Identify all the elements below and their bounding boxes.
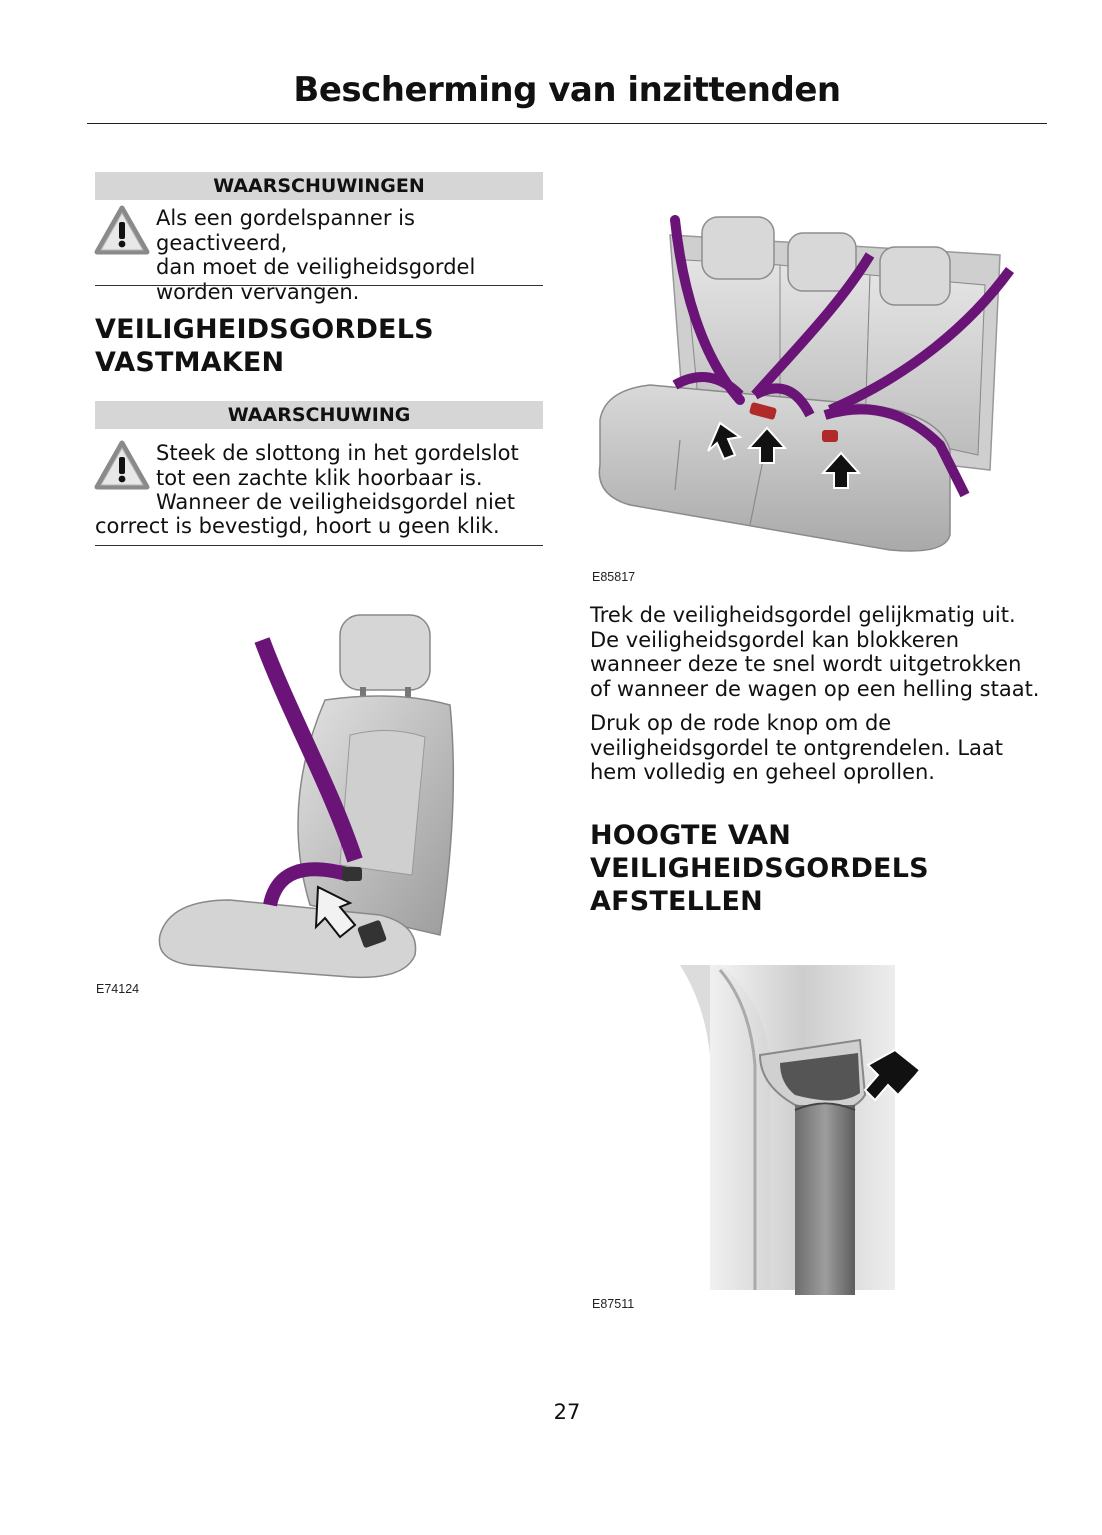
- section-heading-line: VEILIGHEIDSGORDELS: [95, 314, 434, 345]
- paragraph-line: Trek de veiligheidsgordel gelijkmatig uit.: [590, 603, 1016, 627]
- warning-text-line: Wanneer de veiligheidsgordel niet: [156, 490, 515, 514]
- rear-seat-belt-figure: [590, 205, 1020, 585]
- warnings-text-line: worden vervangen.: [156, 279, 360, 304]
- figure-code: E85817: [592, 570, 636, 584]
- warning-triangle-icon: [94, 205, 150, 253]
- warning-text-line: Steek de slottong in het gordelslot: [156, 441, 519, 465]
- section-heading-line: AFSTELLEN: [590, 886, 763, 917]
- paragraph-line: hem volledig en geheel oprollen.: [590, 760, 935, 784]
- page-number: 27: [553, 1400, 581, 1424]
- warning-text-line: tot een zachte klik hoorbaar is.: [156, 465, 483, 490]
- warning-heading: WAARSCHUWING: [95, 401, 543, 429]
- paragraph: [590, 711, 1060, 785]
- paragraph-line: Druk op de rode knop om de: [590, 711, 892, 735]
- paragraph-line: wanneer deze te snel wordt uitgetrokken: [590, 652, 1022, 676]
- warnings-text-line: Als een gordelspanner is geactiveerd,: [156, 206, 415, 255]
- title-divider: [87, 123, 1047, 124]
- section-heading-line: VEILIGHEIDSGORDELS: [590, 853, 929, 884]
- page-title: Bescherming van inzittenden: [293, 70, 841, 110]
- warning-triangle-icon: [94, 440, 150, 488]
- section-heading-fastening: [95, 313, 434, 379]
- warning-text: [156, 441, 546, 515]
- paragraph-line: veiligheidsgordel te ontgrendelen. Laat: [590, 735, 1004, 760]
- belt-height-adjuster-figure: [620, 945, 965, 1300]
- section-heading-line: HOOGTE VAN: [590, 820, 792, 851]
- warnings-text-line: dan moet de veiligheidsgordel: [156, 255, 476, 279]
- warnings-divider: [95, 285, 543, 286]
- paragraph-line: De veiligheidsgordel kan blokkeren: [590, 627, 960, 652]
- paragraph-line: of wanneer de wagen op een helling staat.: [590, 676, 1040, 701]
- instructions-text: [590, 603, 1060, 795]
- figure-code: E87511: [592, 1297, 635, 1311]
- warnings-heading: WAARSCHUWINGEN: [95, 172, 543, 200]
- warning-divider: [95, 545, 543, 546]
- figure-code: E74124: [96, 982, 140, 996]
- paragraph: [590, 603, 1060, 701]
- section-heading-line: VASTMAKEN: [95, 347, 285, 378]
- warning-text-last-line: correct is bevestigd, hoort u geen klik.: [95, 514, 500, 538]
- section-heading-adjust-height: [590, 819, 929, 918]
- warnings-text: [156, 206, 546, 304]
- front-seat-belt-figure: [150, 605, 470, 985]
